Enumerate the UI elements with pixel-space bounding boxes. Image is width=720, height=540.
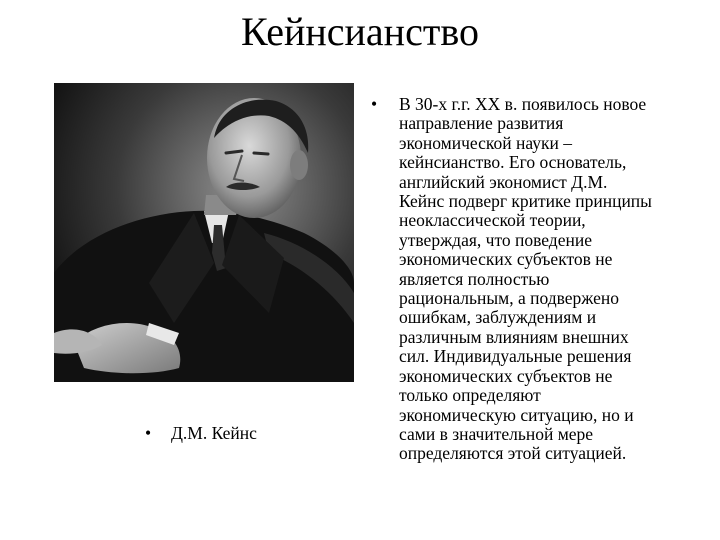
body-line: направление развития [399,113,564,134]
slide-title: Кейнсианство [241,9,479,54]
body-line: различным влияниям внешних [399,326,629,347]
body-paragraph [371,95,701,464]
body-line: сами в значительной мере [399,423,594,444]
body-line: В 30-х г.г. XX в. появилось новое [399,94,647,114]
body-line: определяются этой ситуацией. [399,443,627,464]
portrait-photo [54,83,354,382]
body-line: экономическую ситуацию, но и [399,404,634,425]
body-line: неоклассической теории, [399,210,586,231]
body-line: английский экономист Д.М. [399,171,608,192]
body-line: только определяют [399,385,541,406]
body-line: Кейнс подверг критике принципы [399,191,652,212]
caption-text: Д.М. Кейнс [171,423,257,443]
body-line: экономических субъектов не [399,365,613,386]
body-line: экономических субъектов не [399,249,613,270]
portrait-caption [145,422,257,444]
body-line: экономической науки – [399,132,572,153]
body-text [399,95,701,464]
body-line: ошибкам, заблуждениям и [399,307,597,328]
body-line: утверждая, что поведение [399,229,592,250]
body-line: является полностью [399,268,550,289]
body-line: рациональным, а подвержено [399,288,620,309]
caption-bullet: • [145,423,152,443]
body-bullet: • [371,94,378,114]
body-line: кейнсианство. Его основатель, [399,152,627,173]
portrait-illustration [54,83,354,382]
body-line: сил. Индивидуальные решения [399,346,632,367]
